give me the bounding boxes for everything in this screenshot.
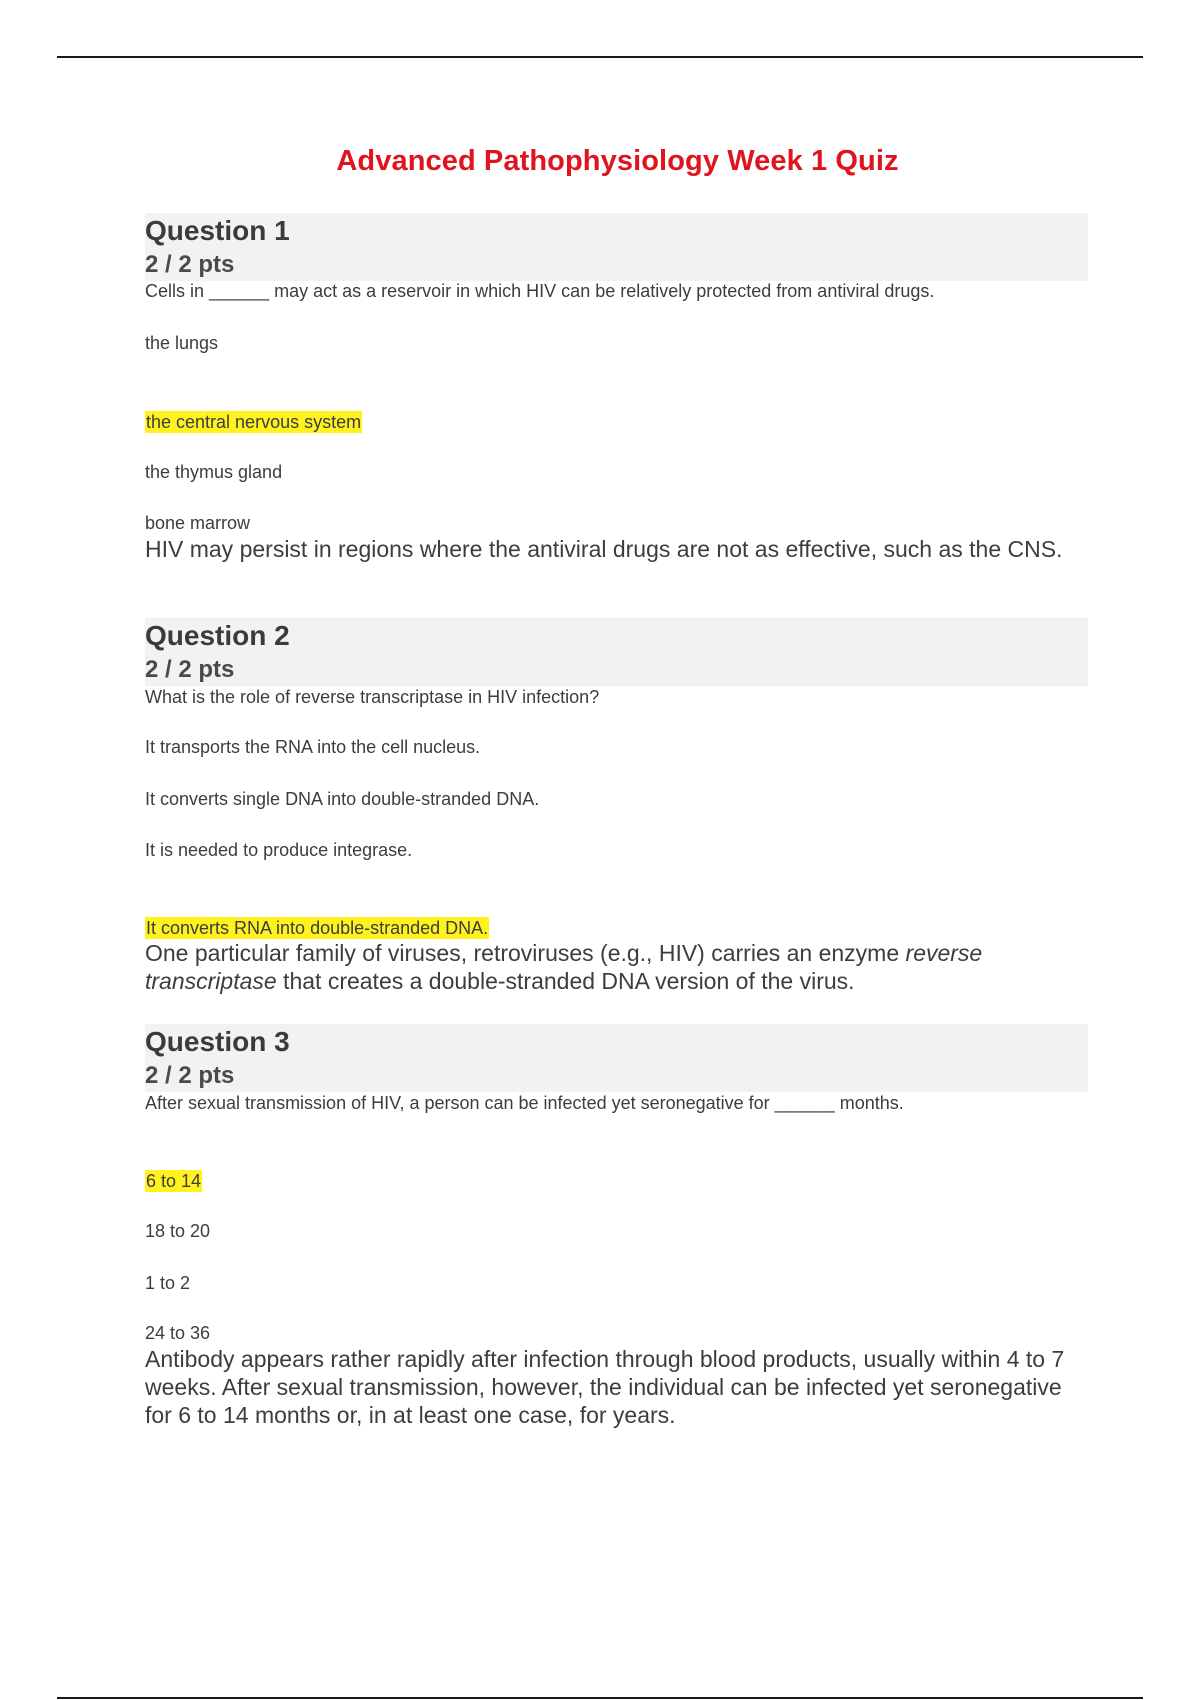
bottom-rule (57, 1697, 1143, 1699)
question-1-option-1: the lungs (145, 333, 219, 353)
question-3-option-1-selected (145, 1170, 202, 1192)
answer-highlight: the central nervous system (146, 412, 362, 432)
question-1-header (145, 213, 1088, 281)
question-1-option-4: bone marrow (145, 513, 251, 533)
question-3-option-4: 24 to 36 (145, 1323, 211, 1343)
question-1-title: Question 1 (145, 215, 290, 246)
question-2-points: 2 / 2 pts (145, 656, 235, 683)
question-1-explanation: HIV may persist in regions where the antiviral drugs are not as effective, such as the CNS. (145, 536, 1063, 562)
question-2-option-4-selected (145, 917, 489, 939)
question-1-prompt: Cells in ______ may act as a reservoir in which HIV can be relatively protected from antiviral drugs. (145, 281, 935, 301)
question-1-option-2-selected (145, 411, 362, 433)
question-1-points: 2 / 2 pts (145, 251, 235, 278)
question-3-option-2: 18 to 20 (145, 1221, 211, 1241)
question-2-option-3: It is needed to produce integrase. (145, 840, 413, 860)
question-2-option-1: It transports the RNA into the cell nucleus. (145, 737, 481, 757)
question-2-title: Question 2 (145, 620, 290, 651)
question-3-prompt: After sexual transmission of HIV, a person can be infected yet seronegative for ______ months. (145, 1093, 904, 1113)
explanation-text: that creates a double-stranded DNA version of the virus. (276, 968, 855, 994)
question-3-points: 2 / 2 pts (145, 1062, 235, 1089)
question-2-explanation (145, 939, 1085, 995)
question-2-header (145, 618, 1088, 686)
question-2-prompt: What is the role of reverse transcriptase in HIV infection? (145, 687, 600, 707)
question-2-option-2: It converts single DNA into double-stranded DNA. (145, 789, 540, 809)
page-title: Advanced Pathophysiology Week 1 Quiz (336, 145, 899, 177)
question-3-option-3: 1 to 2 (145, 1273, 191, 1293)
answer-highlight: 6 to 14 (146, 1171, 202, 1191)
question-3-explanation: Antibody appears rather rapidly after infection through blood products, usually within 4 to 7 weeks. After sexual transmission, however, the individual can be infected yet seronegative for 6 to 14 months or, in at least one case, for years. (145, 1346, 1065, 1428)
explanation-text: One particular family of viruses, retroviruses (e.g., HIV) carries an enzyme (145, 940, 906, 966)
answer-highlight: It converts RNA into double-stranded DNA. (146, 918, 489, 938)
question-3-header (145, 1024, 1088, 1092)
top-rule (57, 56, 1143, 58)
explanation-term: reverse transcriptase (145, 940, 983, 994)
question-1-option-3: the thymus gland (145, 462, 283, 482)
question-3-title: Question 3 (145, 1026, 290, 1057)
